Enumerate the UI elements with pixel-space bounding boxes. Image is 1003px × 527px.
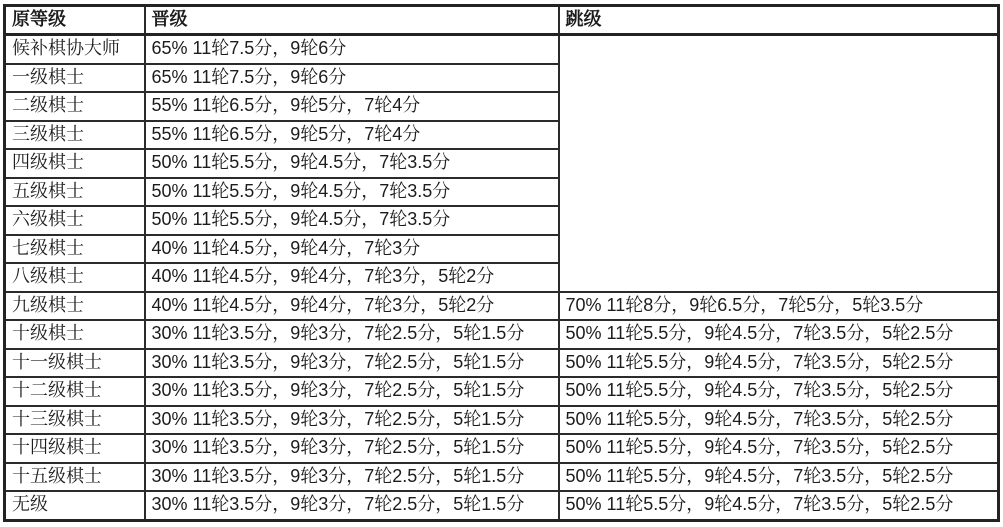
promotion-cell: 65% 11轮7.5分，9轮6分: [145, 35, 559, 64]
skip-cell: 70% 11轮8分，9轮6.5分，7轮5分，5轮3.5分: [559, 292, 999, 321]
level-cell: 十四级棋士: [5, 434, 145, 463]
promotion-cell: 30% 11轮3.5分，9轮3分，7轮2.5分，5轮1.5分: [145, 349, 559, 378]
level-cell: 五级棋士: [5, 178, 145, 207]
level-cell: 十二级棋士: [5, 377, 145, 406]
level-cell: 十一级棋士: [5, 349, 145, 378]
level-cell: 一级棋士: [5, 64, 145, 93]
promotion-grade-table: [3, 4, 1000, 522]
promotion-cell: 30% 11轮3.5分，9轮3分，7轮2.5分，5轮1.5分: [145, 406, 559, 435]
level-cell: 十三级棋士: [5, 406, 145, 435]
promotion-cell: 30% 11轮3.5分，9轮3分，7轮2.5分，5轮1.5分: [145, 491, 559, 520]
level-cell: 十五级棋士: [5, 463, 145, 492]
table-row: [5, 320, 999, 349]
promotion-cell: 55% 11轮6.5分，9轮5分，7轮4分: [145, 121, 559, 150]
level-cell: 四级棋士: [5, 149, 145, 178]
promotion-cell: 40% 11轮4.5分，9轮4分，7轮3分，5轮2分: [145, 263, 559, 292]
promotion-cell: 30% 11轮3.5分，9轮3分，7轮2.5分，5轮1.5分: [145, 434, 559, 463]
table-header-row: [5, 6, 999, 35]
column-header-original-level: 原等级: [5, 6, 145, 35]
table-row: [5, 377, 999, 406]
level-cell: 六级棋士: [5, 206, 145, 235]
promotion-cell: 65% 11轮7.5分，9轮6分: [145, 64, 559, 93]
skip-cell: 50% 11轮5.5分，9轮4.5分，7轮3.5分，5轮2.5分: [559, 377, 999, 406]
promotion-cell: 30% 11轮3.5分，9轮3分，7轮2.5分，5轮1.5分: [145, 320, 559, 349]
promotion-cell: 50% 11轮5.5分，9轮4.5分，7轮3.5分: [145, 178, 559, 207]
table-row: [5, 35, 999, 64]
level-cell: 九级棋士: [5, 292, 145, 321]
skip-cell: 50% 11轮5.5分，9轮4.5分，7轮3.5分，5轮2.5分: [559, 463, 999, 492]
promotion-cell: 40% 11轮4.5分，9轮4分，7轮3分，5轮2分: [145, 292, 559, 321]
table-row: [5, 292, 999, 321]
skip-cell: 50% 11轮5.5分，9轮4.5分，7轮3.5分，5轮2.5分: [559, 491, 999, 520]
skip-cell: 50% 11轮5.5分，9轮4.5分，7轮3.5分，5轮2.5分: [559, 434, 999, 463]
level-cell: 二级棋士: [5, 92, 145, 121]
skip-cell: 50% 11轮5.5分，9轮4.5分，7轮3.5分，5轮2.5分: [559, 320, 999, 349]
table-row: [5, 349, 999, 378]
table-row: [5, 463, 999, 492]
promotion-cell: 30% 11轮3.5分，9轮3分，7轮2.5分，5轮1.5分: [145, 377, 559, 406]
level-cell: 三级棋士: [5, 121, 145, 150]
promotion-cell: 30% 11轮3.5分，9轮3分，7轮2.5分，5轮1.5分: [145, 463, 559, 492]
promotion-cell: 50% 11轮5.5分，9轮4.5分，7轮3.5分: [145, 149, 559, 178]
promotion-cell: 50% 11轮5.5分，9轮4.5分，7轮3.5分: [145, 206, 559, 235]
promotion-cell: 55% 11轮6.5分，9轮5分，7轮4分: [145, 92, 559, 121]
skip-merged-empty-cell: [559, 35, 999, 292]
skip-cell: 50% 11轮5.5分，9轮4.5分，7轮3.5分，5轮2.5分: [559, 406, 999, 435]
level-cell: 八级棋士: [5, 263, 145, 292]
table-row: [5, 434, 999, 463]
promotion-cell: 40% 11轮4.5分，9轮4分，7轮3分: [145, 235, 559, 264]
level-cell: 候补棋协大师: [5, 35, 145, 64]
table-row: [5, 491, 999, 520]
column-header-skip-level: 跳级: [559, 6, 999, 35]
level-cell: 无级: [5, 491, 145, 520]
level-cell: 七级棋士: [5, 235, 145, 264]
table-row: [5, 406, 999, 435]
column-header-promotion: 晋级: [145, 6, 559, 35]
skip-cell: 50% 11轮5.5分，9轮4.5分，7轮3.5分，5轮2.5分: [559, 349, 999, 378]
level-cell: 十级棋士: [5, 320, 145, 349]
